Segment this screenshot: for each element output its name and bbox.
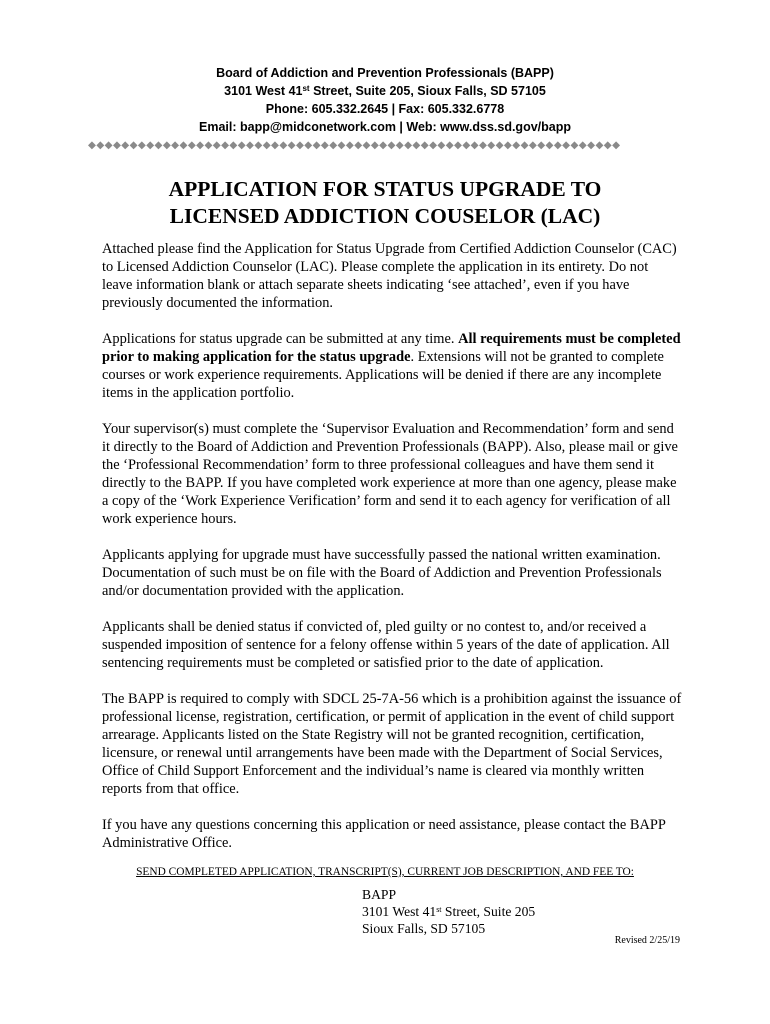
requirements-emphasis: All requirements must be completed prior to making application for the status upgrade xyxy=(102,331,681,365)
document-title xyxy=(0,176,770,230)
letterhead-email-web: Email: bapp@midconetwork.com | Web: www.dss.sd.gov/bapp xyxy=(199,120,571,134)
send-instruction: SEND COMPLETED APPLICATION, TRANSCRIPT(S), CURRENT JOB DESCRIPTION, AND FEE TO: xyxy=(136,866,634,878)
letterhead-address: 3101 West 41st Street, Suite 205, Sioux Falls, SD 57105 xyxy=(224,84,546,98)
title-line-1: APPLICATION FOR STATUS UPGRADE TO xyxy=(168,177,602,201)
document-body xyxy=(102,240,682,870)
letterhead-phone-fax: Phone: 605.332.2645 | Fax: 605.332.6778 xyxy=(265,102,505,116)
paragraph-submission: Applications for status upgrade can be submitted at any time. All requirements must be completed prior to making application for the status upgrade. Extensions will not be granted to complete courses or work experience requirements. Applications will be denied if there are any incomplete items in the application portfolio. xyxy=(102,331,681,401)
mailing-address xyxy=(362,886,535,937)
paragraph-child-support: The BAPP is required to comply with SDCL 25-7A-56 which is a prohibition against the issuance of professional license, registration, certification, or permit of application in the event of child support arrearage. Applicants listed on the State Registry will not be granted recognition, certification, licensure, or renewal until arrangements have been made with the Department of Social Services, Office of Child Support Enforcement and the individual’s name is cleared via monthly written reports from that office. xyxy=(102,691,682,797)
address-city: Sioux Falls, SD 57105 xyxy=(362,921,486,936)
address-street: 3101 West 41st Street, Suite 205 xyxy=(362,904,536,919)
paragraph-supervisor: Your supervisor(s) must complete the ‘Supervisor Evaluation and Recommendation’ form and send it directly to the Board of Addiction and Prevention Professionals (BAPP). Also, please mail or give the ‘Professional Recommendation’ form to three professional colleagues and have them send it directly to the BAPP. If you have completed work experience at more than one agency, please make a copy of the ‘Work Experience Verification’ form and send it to each agency for verification of all work experience hours. xyxy=(102,421,678,527)
paragraph-contact: If you have any questions concerning this application or need assistance, please contact the BAPP Administrative Office. xyxy=(102,817,666,851)
paragraph-examination: Applicants applying for upgrade must have successfully passed the national written examination. Documentation of such must be on file with the Board of Addiction and Prevention Professionals and/or documentation provided with the application. xyxy=(102,547,662,599)
paragraph-intro: Attached please find the Application for Status Upgrade from Certified Addiction Counselor (CAC) to Licensed Addiction Counselor (LAC). Please complete the application in its entirety. Do not leave information blank or attach separate sheets indicating ‘see attached’, even if you have previously documented the information. xyxy=(102,241,677,311)
address-name: BAPP xyxy=(362,887,397,902)
revision-date: Revised 2/25/19 xyxy=(614,935,680,946)
letterhead xyxy=(0,64,770,136)
letterhead-org: Board of Addiction and Prevention Professionals (BAPP) xyxy=(216,66,554,80)
diamond-divider: ◆◆◆◆◆◆◆◆◆◆◆◆◆◆◆◆◆◆◆◆◆◆◆◆◆◆◆◆◆◆◆◆◆◆◆◆◆◆◆◆◆◆◆◆◆◆◆◆◆◆◆◆◆◆◆◆◆◆◆◆◆◆◆◆ xyxy=(88,139,621,151)
paragraph-felony: Applicants shall be denied status if convicted of, pled guilty or no contest to, and/or received a suspended imposition of sentence for a felony offense within 5 years of the date of application. All sentencing requirements must be completed or satisfied prior to the date of application. xyxy=(102,619,670,671)
title-line-2: LICENSED ADDICTION COUSELOR (LAC) xyxy=(169,204,601,228)
